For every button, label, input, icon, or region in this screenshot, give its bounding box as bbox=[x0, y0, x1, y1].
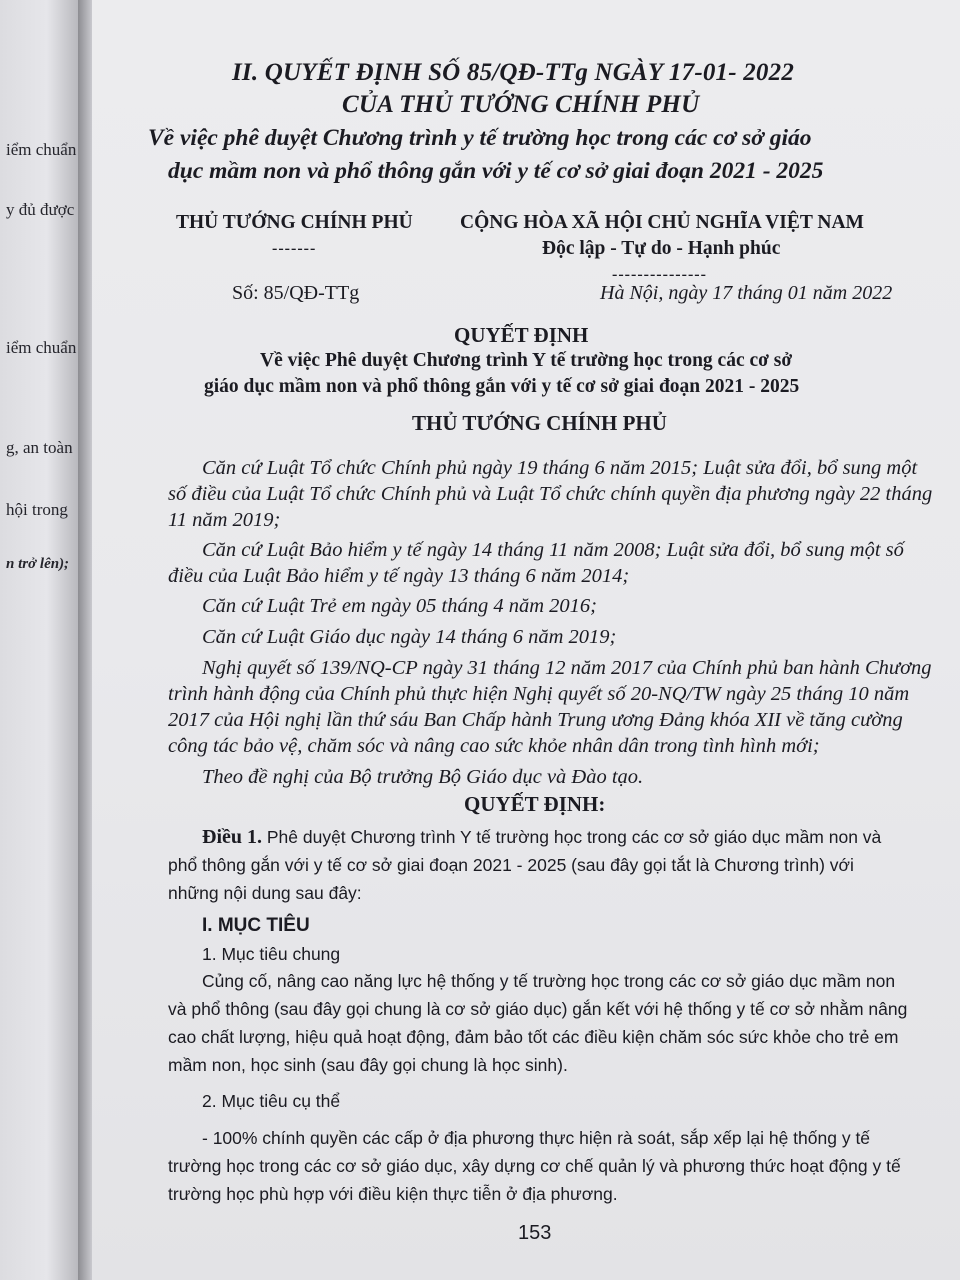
page-number: 153 bbox=[518, 1222, 552, 1244]
issuer-separator: ------- bbox=[272, 240, 317, 257]
decides-heading: QUYẾT ĐỊNH: bbox=[464, 792, 606, 816]
heading-line-4: dục mầm non và phổ thông gắn với y tế cơ sở giai đoạn 2021 - 2025 bbox=[168, 158, 824, 184]
heading-line-1: II. QUYẾT ĐỊNH SỐ 85/QĐ-TTg NGÀY 17-01- 2022 bbox=[232, 59, 795, 86]
goal-general-line: mầm non, học sinh (sau đây gọi chung là học sinh). bbox=[168, 1055, 568, 1075]
facing-page-fragment: y đủ được bbox=[6, 200, 75, 219]
facing-page-fragment: g, an toàn bbox=[6, 438, 73, 457]
book-gutter bbox=[78, 0, 92, 1280]
goal-general-line: và phổ thông (sau đây gọi chung là cơ sở giáo dục) gắn kết với hệ thống y tế cơ sở nhằm nâng bbox=[168, 999, 908, 1019]
basis-line: 2017 của Hội nghị lần thứ sáu Ban Chấp hành Trung ương Đảng khóa XII về tăng cường bbox=[168, 709, 903, 731]
goal-specific-line: trường học trong các cơ sở giáo dục, xây dựng cơ chế quản lý và phương thức hoạt động y tế bbox=[168, 1156, 901, 1176]
basis-line: số điều của Luật Tổ chức Chính phủ và Luật Tổ chức chính quyền địa phương ngày 22 tháng bbox=[168, 483, 933, 505]
facing-page-fragment: hội trong bbox=[6, 500, 68, 519]
decision-subtitle-2: giáo dục mầm non và phổ thông gắn với y tế cơ sở giai đoạn 2021 - 2025 bbox=[204, 376, 800, 397]
decision-authority: THỦ TƯỚNG CHÍNH PHỦ bbox=[412, 411, 667, 435]
heading-line-2: CỦA THỦ TƯỚNG CHÍNH PHỦ bbox=[342, 91, 700, 118]
goal-specific-title: 2. Mục tiêu cụ thể bbox=[202, 1091, 341, 1111]
basis-line: Căn cứ Luật Giáo dục ngày 14 tháng 6 năm 2019; bbox=[202, 626, 617, 648]
article-1-line-3: những nội dung sau đây: bbox=[168, 883, 362, 903]
decision-title: QUYẾT ĐỊNH bbox=[454, 323, 589, 347]
decision-subtitle-1: Về việc Phê duyệt Chương trình Y tế trường học trong các cơ sở bbox=[260, 350, 793, 371]
goal-general-line: cao chất lượng, hiệu quả hoạt động, đảm bảo tốt các điều kiện chăm sóc sức khỏe cho trẻ em bbox=[168, 1027, 899, 1047]
issuer-name: THỦ TƯỚNG CHÍNH PHỦ bbox=[176, 212, 413, 233]
facing-page-fragment: n trở lên); bbox=[6, 556, 70, 572]
section-1-heading: I. MỤC TIÊU bbox=[202, 915, 310, 936]
goal-general-title: 1. Mục tiêu chung bbox=[202, 944, 341, 964]
motto-separator: --------------- bbox=[612, 266, 707, 283]
article-1-label: Điều 1. bbox=[202, 826, 262, 848]
basis-line: Theo đề nghị của Bộ trưởng Bộ Giáo dục và Đào tạo. bbox=[202, 766, 644, 788]
basis-line: Căn cứ Luật Tổ chức Chính phủ ngày 19 tháng 6 năm 2015; Luật sửa đổi, bổ sung một bbox=[202, 457, 918, 479]
goal-general-line: Củng cố, nâng cao năng lực hệ thống y tế trường học trong các cơ sở giáo dục mầm non bbox=[202, 971, 896, 991]
document-page bbox=[92, 0, 960, 1280]
basis-line: 11 năm 2019; bbox=[168, 509, 281, 531]
facing-page bbox=[0, 0, 78, 1280]
basis-line: Nghị quyết số 139/NQ-CP ngày 31 tháng 12 năm 2017 của Chính phủ ban hành Chương bbox=[202, 657, 932, 679]
goal-specific-line: trường học phù hợp với điều kiện thực tiễn ở địa phương. bbox=[168, 1184, 618, 1204]
basis-line: Căn cứ Luật Bảo hiểm y tế ngày 14 tháng 11 năm 2008; Luật sửa đổi, bổ sung một số bbox=[202, 539, 904, 561]
facing-page-fragment: iểm chuẩn bbox=[6, 338, 77, 357]
goal-specific-line: - 100% chính quyền các cấp ở địa phương thực hiện rà soát, sắp xếp lại hệ thống y tế bbox=[202, 1128, 871, 1148]
article-1-text: Phê duyệt Chương trình Y tế trường học trong các cơ sở giáo dục mầm non và bbox=[262, 827, 882, 847]
basis-line: điều của Luật Bảo hiểm y tế ngày 13 tháng 6 năm 2014; bbox=[168, 565, 630, 587]
republic-name: CỘNG HÒA XÃ HỘI CHỦ NGHĨA VIỆT NAM bbox=[460, 212, 864, 233]
basis-line: trình hành động của Chính phủ thực hiện Nghị quyết số 20-NQ/TW ngày 25 tháng 10 năm bbox=[168, 683, 910, 705]
facing-page-fragment: iểm chuẩn bbox=[6, 140, 77, 159]
article-1-line-1 bbox=[202, 824, 881, 850]
article-1-line-2: phổ thông gắn với y tế cơ sở giai đoạn 2021 - 2025 (sau đây gọi tắt là Chương trình) với bbox=[168, 855, 854, 875]
basis-line: Căn cứ Luật Trẻ em ngày 05 tháng 4 năm 2016; bbox=[202, 595, 597, 617]
document-number: Số: 85/QĐ-TTg bbox=[232, 282, 360, 304]
place-date: Hà Nội, ngày 17 tháng 01 năm 2022 bbox=[600, 282, 893, 304]
heading-line-3: Về việc phê duyệt Chương trình y tế trường học trong các cơ sở giáo bbox=[148, 125, 812, 151]
basis-line: công tác bảo vệ, chăm sóc và nâng cao sức khỏe nhân dân trong tình hình mới; bbox=[168, 735, 820, 757]
national-motto: Độc lập - Tự do - Hạnh phúc bbox=[542, 238, 781, 259]
